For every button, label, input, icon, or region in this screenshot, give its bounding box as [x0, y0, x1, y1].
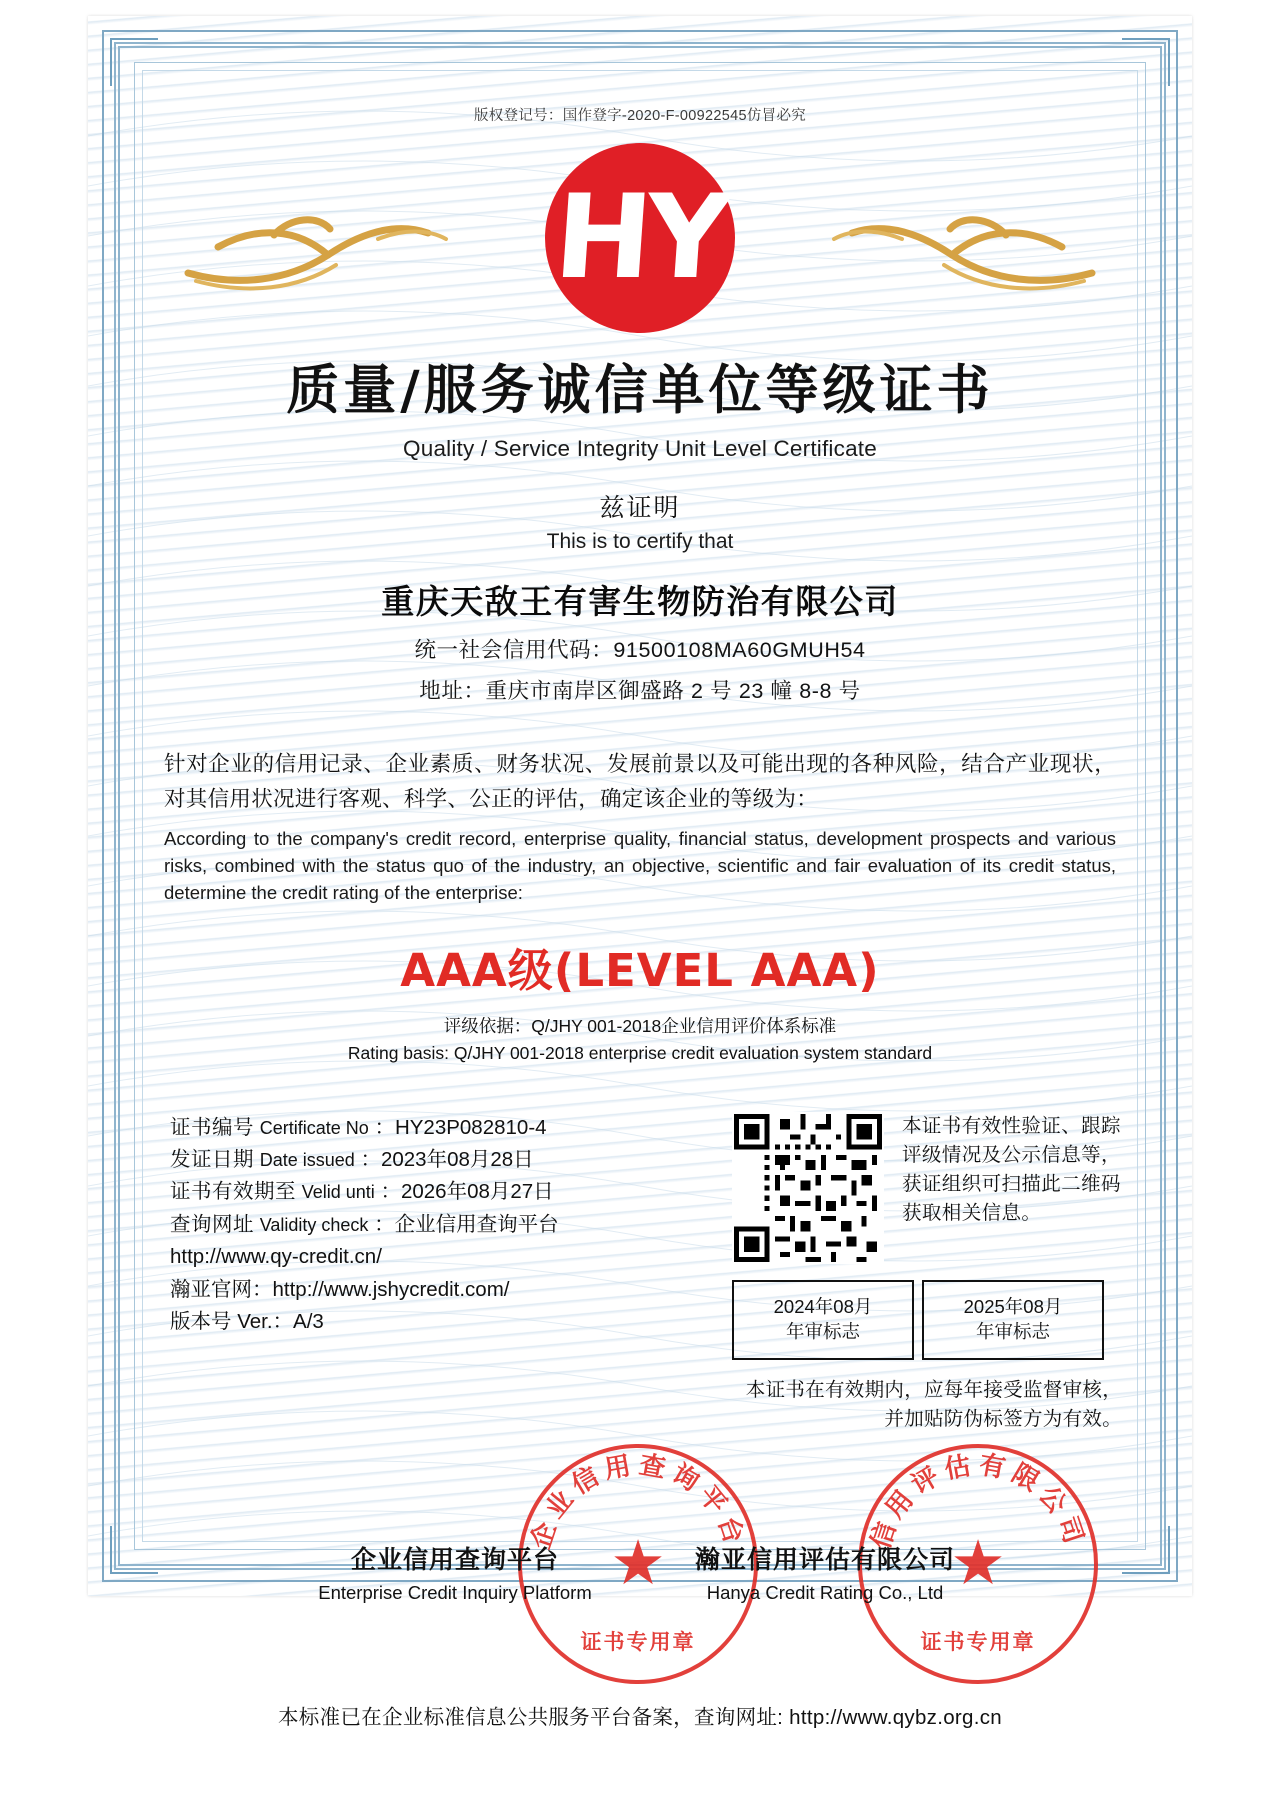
company-address: 地址：重庆市南岸区御盛路 2 号 23 幢 8-8 号	[419, 679, 861, 703]
rating-basis-cn: 评级依据：Q/JHY 001-2018企业信用评价体系标准	[443, 1015, 837, 1036]
rating-basis-en: Rating basis: Q/JHY 001-2018 enterprise credit evaluation system standard	[347, 1042, 933, 1063]
credit-level-badge: AAA级(LEVEL AAA)	[400, 943, 880, 997]
issuing-organizations	[158, 1540, 1122, 1604]
valid-until-label-en: Velid unti	[301, 1182, 375, 1203]
details-and-qr-row	[158, 1112, 1122, 1435]
date-issued-value: ：2023年08月28日	[360, 1148, 534, 1172]
validity-check-url[interactable]: http://www.qy-credit.cn/	[170, 1245, 382, 1269]
evaluation-paragraph-cn: 针对企业的信用记录、企业素质、财务状况、发展前景以及可能出现的各种风险，结合产业现状，对其信用状况进行客观、科学、公正的评估，确定该企业的等级为：	[164, 752, 1116, 811]
annual-review-label-2024: 年审标志	[785, 1320, 860, 1342]
hy-logo-badge	[545, 143, 735, 333]
organization-left-name-en: Enterprise Credit Inquiry Platform	[318, 1582, 592, 1604]
validity-check-value: ：企业信用查询平台	[374, 1212, 559, 1236]
certificate-page	[88, 16, 1192, 1730]
annual-review-year-2024: 2024年08月	[773, 1295, 873, 1317]
seal-bottom-text-left: 证书专用章	[580, 1631, 696, 1655]
certificate-number-label-cn: 证书编号	[170, 1115, 254, 1139]
certificate-title-cn: 质量/服务诚信单位等级证书	[286, 360, 994, 421]
seal-bottom-text-right: 证书专用章	[920, 1631, 1036, 1655]
company-credit-code: 统一社会信用代码：91500108MA60GMUH54	[414, 638, 866, 662]
certificate-title-en: Quality / Service Integrity Unit Level Certificate	[403, 436, 877, 461]
corner-ornament-bottom-right	[1122, 1526, 1170, 1574]
corner-ornament-top-left	[110, 38, 158, 86]
seal-star-left: ★	[610, 1529, 666, 1599]
annual-review-year-2025: 2025年08月	[963, 1295, 1063, 1317]
corner-ornament-top-right	[1122, 38, 1170, 86]
date-issued-row	[170, 1144, 710, 1176]
annual-review-notice: 本证书在有效期内，应每年接受监督审核，并加贴防伪标签方为有效。	[745, 1378, 1122, 1430]
qr-and-annual-section	[710, 1112, 1122, 1435]
logo-monogram: HY	[550, 170, 730, 305]
emblem-row	[158, 129, 1122, 344]
validity-check-label-en: Validity check	[259, 1214, 369, 1235]
annual-review-label-2025: 年审标志	[975, 1320, 1050, 1342]
qr-instructions: 本证书有效性验证、跟踪评级情况及公示信息等，获证组织可扫描此二维码获取相关信息。	[902, 1114, 1121, 1225]
annual-review-box-2024[interactable]	[732, 1280, 914, 1360]
organization-left	[290, 1540, 620, 1604]
flourish-ornament-right	[802, 195, 1102, 305]
certify-statement-en: This is to certify that	[546, 530, 734, 553]
certify-statement-cn: 兹证明	[599, 494, 681, 522]
company-name: 重庆天敌王有害生物防治有限公司	[381, 582, 899, 621]
flourish-ornament-left	[178, 195, 478, 305]
svg-text:企业信用查询平台: 企业信用查询平台	[525, 1450, 751, 1554]
annual-review-box-2025[interactable]	[922, 1280, 1104, 1360]
svg-text:信用评估有限公司: 信用评估有限公司	[865, 1450, 1091, 1554]
seal-star-right: ★	[950, 1529, 1006, 1599]
annual-review-boxes	[732, 1280, 1122, 1360]
organization-right	[660, 1540, 990, 1604]
validity-check-row	[170, 1209, 710, 1241]
certificate-details	[158, 1112, 710, 1435]
official-website[interactable]: 瀚亚官网：http://www.jshycredit.com/	[170, 1277, 510, 1301]
valid-until-value: ：2026年08月27日	[380, 1180, 554, 1204]
certificate-content	[158, 76, 1122, 1730]
validity-check-label-cn: 查询网址	[170, 1212, 254, 1236]
standard-filing-note: 本标准已在企业标准信息公共服务平台备案，查询网址: http://www.qybz.org.cn	[277, 1706, 1003, 1730]
corner-ornament-bottom-left	[110, 1526, 158, 1574]
valid-until-row	[170, 1176, 710, 1208]
organization-right-name-en: Hanya Credit Rating Co., Ltd	[706, 1582, 944, 1604]
certificate-number-value: ：HY23P082810-4	[374, 1115, 547, 1139]
evaluation-paragraph-en: According to the company's credit record, enterprise quality, financial status, development prospects and various risks, combined with the status quo of the industry, an objective, scientific and fair evaluation of its credit status, determine the credit rating of the enterprise:	[164, 827, 1116, 903]
copyright-registration-line: 版权登记号：国作登字-2020-F-00922545仿冒必究	[473, 108, 807, 124]
seals-area	[158, 1444, 1122, 1694]
valid-until-label-cn: 证书有效期至	[170, 1180, 296, 1204]
organization-left-name-cn: 企业信用查询平台	[350, 1546, 559, 1575]
organization-right-name-cn: 瀚亚信用评估有限公司	[694, 1546, 955, 1575]
date-issued-label-cn: 发证日期	[170, 1148, 254, 1172]
qr-block	[732, 1112, 1122, 1264]
qr-code-icon[interactable]	[732, 1112, 884, 1264]
date-issued-label-en: Date issued	[259, 1150, 355, 1171]
certificate-number-row	[170, 1112, 710, 1144]
version-number: 版本号 Ver.：A/3	[170, 1309, 324, 1333]
certificate-number-label-en: Certificate No	[259, 1117, 369, 1138]
